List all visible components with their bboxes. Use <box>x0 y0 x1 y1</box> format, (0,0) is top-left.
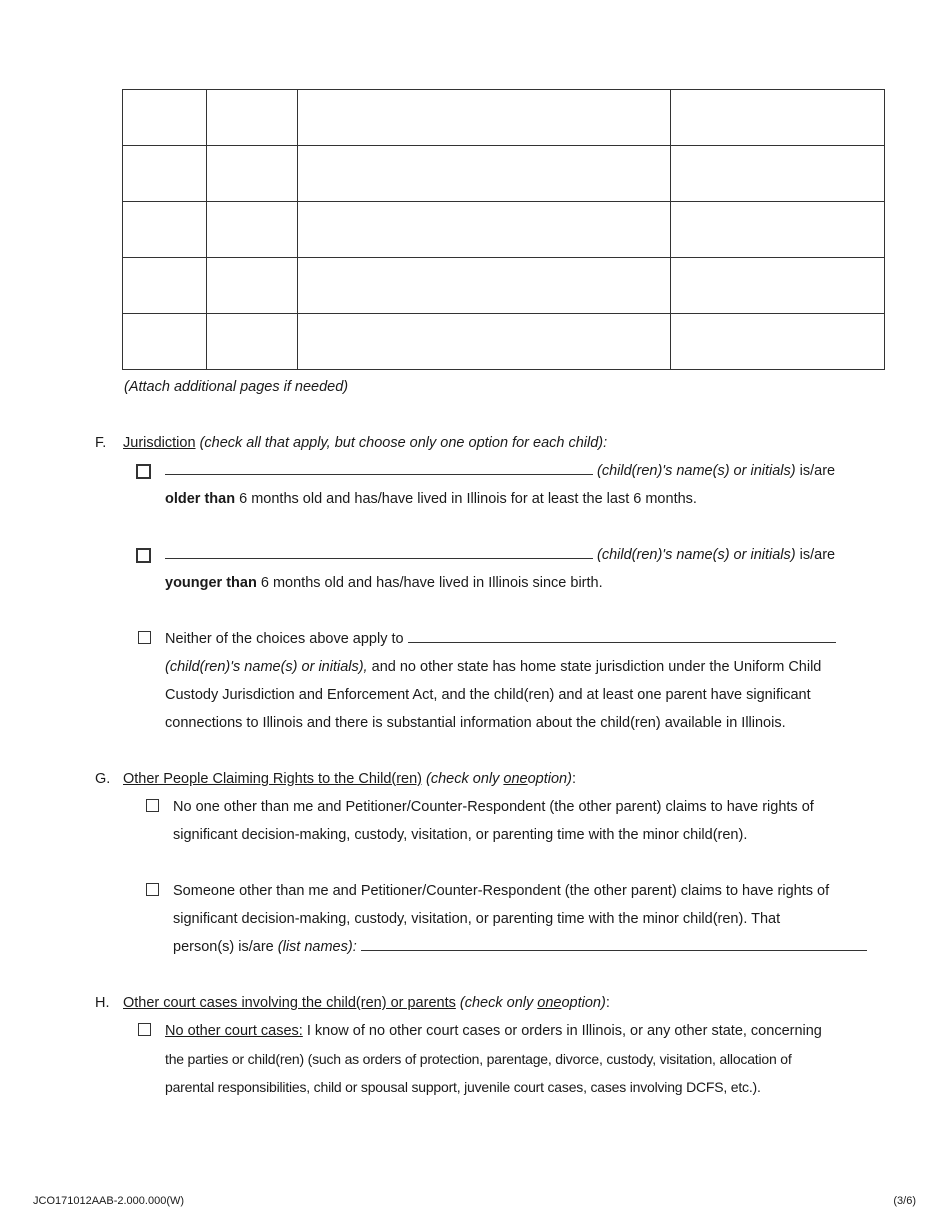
f-younger-name-hint: (child(ren)'s name(s) or initials) <box>597 547 796 563</box>
f-option-younger-checkbox[interactable] <box>136 548 151 563</box>
f-option-younger-line1 <box>165 546 835 564</box>
f-younger-isare: is/are <box>799 547 836 563</box>
table-cell[interactable] <box>671 258 885 314</box>
f-neither-line3: Custody Jurisdiction and Enforcement Act, and the child(ren) and at least one parent have significant <box>165 687 811 703</box>
children-info-table <box>122 89 885 370</box>
g-someone-line3 <box>173 938 867 956</box>
f-option-neither-checkbox[interactable] <box>138 631 151 644</box>
f-older-isare: is/are <box>799 463 836 479</box>
f-older-bold: older than <box>165 491 236 507</box>
f-older-name-hint: (child(ren)'s name(s) or initials) <box>597 463 796 479</box>
h-none-line1 <box>165 1022 822 1040</box>
g-option-noone-checkbox[interactable] <box>146 799 159 812</box>
table-row <box>123 146 885 202</box>
section-h-instr-post: option) <box>561 995 606 1011</box>
table-cell[interactable] <box>207 202 298 258</box>
table-cell[interactable] <box>671 314 885 370</box>
table-cell[interactable] <box>207 146 298 202</box>
table-body <box>123 90 885 370</box>
section-h-instr-pre: (check only <box>459 995 534 1011</box>
table-cell[interactable] <box>298 90 671 146</box>
g-someone-list-hint: (list names): <box>277 939 357 955</box>
f-younger-bold: younger than <box>165 575 257 591</box>
table-row <box>123 90 885 146</box>
h-none-line1-rest: I know of no other court cases or orders in Illinois, or any other state, concerning <box>306 1023 822 1039</box>
table-row <box>123 314 885 370</box>
f-option-older-line2 <box>165 490 697 508</box>
f-neither-line2-rest: and no other state has home state jurisdiction under the Uniform Child <box>371 659 822 675</box>
g-option-someone-checkbox[interactable] <box>146 883 159 896</box>
section-h-heading: Other court cases involving the child(ren) or parents <box>123 995 456 1011</box>
f-option-older-checkbox[interactable] <box>136 464 151 479</box>
section-g-heading: Other People Claiming Rights to the Child(ren) <box>123 771 422 787</box>
g-someone-line2: significant decision-making, custody, visitation, or parenting time with the minor child(ren). That <box>173 911 781 927</box>
g-noone-line2: significant decision-making, custody, visitation, or parenting time with the minor child(ren). <box>173 827 748 843</box>
section-h-colon: : <box>605 995 610 1011</box>
f-younger-rest: 6 months old and has/have lived in Illinois since birth. <box>260 575 603 591</box>
table-cell[interactable] <box>298 146 671 202</box>
table-cell[interactable] <box>298 202 671 258</box>
section-f-heading: Jurisdiction <box>123 435 196 451</box>
section-g-heading-line <box>123 770 576 788</box>
footer-form-code: JCO171012AAB-2.000.000(W) <box>33 1195 185 1207</box>
section-g-letter: G. <box>95 771 111 787</box>
f-neither-lead: Neither of the choices above apply to <box>165 631 404 647</box>
section-h-letter: H. <box>95 995 110 1011</box>
table-cell[interactable] <box>123 90 207 146</box>
table-row <box>123 258 885 314</box>
h-none-line2: the parties or child(ren) (such as orders of protection, parentage, divorce, custody, visitation, allocation of <box>165 1051 792 1067</box>
g-someone-names-field[interactable] <box>361 938 867 951</box>
section-h-heading-line <box>123 994 610 1012</box>
f-neither-name-field[interactable] <box>408 630 836 643</box>
section-h-instr-one: one <box>537 995 562 1011</box>
table-row <box>123 202 885 258</box>
f-option-neither-line1 <box>165 630 836 648</box>
f-younger-name-field[interactable] <box>165 546 593 559</box>
h-none-line3: parental responsibilities, child or spousal support, juvenile court cases, cases involving DCFS, etc.). <box>165 1079 761 1095</box>
table-cell[interactable] <box>671 90 885 146</box>
f-older-rest: 6 months old and has/have lived in Illinois for at least the last 6 months. <box>239 491 697 507</box>
table-cell[interactable] <box>207 314 298 370</box>
h-option-none-checkbox[interactable] <box>138 1023 151 1036</box>
footer-page-number: (3/6) <box>893 1195 916 1207</box>
table-cell[interactable] <box>123 258 207 314</box>
table-cell[interactable] <box>123 146 207 202</box>
f-older-name-field[interactable] <box>165 462 593 475</box>
table-cell[interactable] <box>207 258 298 314</box>
attach-note: (Attach additional pages if needed) <box>124 379 349 395</box>
table-cell[interactable] <box>671 202 885 258</box>
section-g-instr-post: option) <box>527 771 572 787</box>
table-cell[interactable] <box>298 258 671 314</box>
f-neither-name-hint: (child(ren)'s name(s) or initials), <box>165 659 368 675</box>
f-neither-line4: connections to Illinois and there is substantial information about the child(ren) available in Illinois. <box>165 715 786 731</box>
g-someone-line1: Someone other than me and Petitioner/Counter-Respondent (the other parent) claims to have rights of <box>173 883 830 899</box>
f-option-neither-line2 <box>165 658 821 676</box>
section-g-instr-pre: (check only <box>426 771 500 787</box>
table-cell[interactable] <box>298 314 671 370</box>
table-cell[interactable] <box>123 202 207 258</box>
g-someone-line3-pre: person(s) is/are <box>173 939 274 955</box>
section-g-colon: : <box>571 771 576 787</box>
section-g-instr-one: one <box>503 771 528 787</box>
section-f-instruction: (check all that apply, but choose only one option for each child): <box>199 435 608 451</box>
h-none-label: No other court cases: <box>165 1023 303 1039</box>
table-cell[interactable] <box>207 90 298 146</box>
f-option-younger-line2 <box>165 574 603 592</box>
table-cell[interactable] <box>123 314 207 370</box>
g-noone-line1: No one other than me and Petitioner/Counter-Respondent (the other parent) claims to have rights of <box>173 799 814 815</box>
section-f-heading-line <box>123 434 607 452</box>
f-option-older-line1 <box>165 462 835 480</box>
section-f-letter: F. <box>95 435 107 451</box>
table-cell[interactable] <box>671 146 885 202</box>
